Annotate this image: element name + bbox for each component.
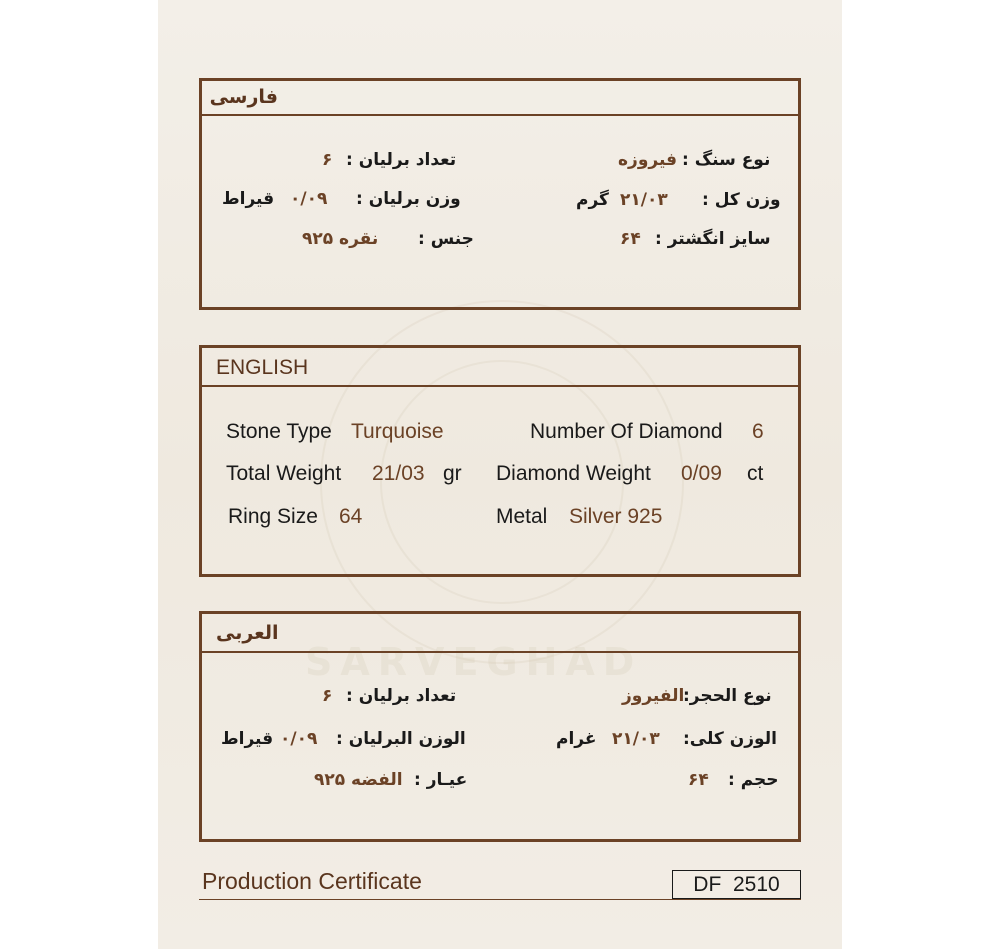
ar-metal-label: عیـار : [414,770,468,790]
ar-stone-type-value: الفیروز [622,686,685,706]
en-total-weight-label: Total Weight [226,462,342,485]
arabic-section-title: العربی [216,622,279,644]
ar-diamond-count-value: ۶ [322,686,333,706]
en-diamond-count-value: 6 [752,420,764,443]
ar-size-label: حجم : [728,770,779,790]
fa-total-weight-value: ۲۱/۰۳ [620,190,668,210]
certificate-code: DF 2510 [672,870,801,899]
en-total-weight-unit: gr [443,462,462,485]
fa-ring-size-value: ۶۴ [620,229,641,249]
fa-diamond-weight-label: وزن برلیان : [356,189,461,209]
english-section [199,345,801,577]
en-diamond-weight-value: 0/09 [681,462,722,485]
fa-metal-label: جنس : [418,229,474,249]
ar-size-value: ۶۴ [688,770,709,790]
en-total-weight-value: 21/03 [372,462,425,485]
en-ring-size-label: Ring Size [228,505,318,528]
watermark-text: SARVEGHAD [305,640,643,684]
english-section-header [202,348,798,387]
fa-stone-type-label: نوع سنگ : [682,150,771,170]
ar-total-weight-value: ۲۱/۰۳ [612,729,660,749]
ar-total-weight-unit: غرام [556,729,597,749]
fa-metal-value: نقره ۹۲۵ [302,229,379,249]
fa-total-weight-unit: گرم [576,190,609,210]
fa-diamond-weight-unit: قیراط [222,189,275,209]
en-diamond-count-label: Number Of Diamond [530,420,723,443]
en-stone-type-value: Turquoise [351,420,444,443]
footer-divider [199,899,801,900]
fa-ring-size-label: سایز انگشتر : [655,229,771,249]
production-certificate-title: Production Certificate [202,868,422,894]
fa-diamond-weight-value: ۰/۰۹ [290,189,328,209]
ar-diamond-count-label: تعداد برلیان : [346,686,457,706]
english-section-title: ENGLISH [216,356,309,379]
persian-section-header [202,81,798,116]
fa-stone-type-value: فیروزه [618,150,678,170]
fa-diamond-count-value: ۶ [322,150,333,170]
ar-diamond-weight-label: الوزن البرلیان : [336,729,466,749]
fa-diamond-count-label: تعداد برلیان : [346,150,457,170]
persian-section-title: فارسی [209,86,278,108]
arabic-section-header [202,614,798,653]
en-metal-label: Metal [496,505,548,528]
en-metal-value: Silver 925 [569,505,663,528]
en-ring-size-value: 64 [339,505,363,528]
ar-diamond-weight-value: ۰/۰۹ [280,729,318,749]
ar-metal-value: الفضه ۹۲۵ [314,770,403,790]
arabic-section [199,611,801,842]
ar-total-weight-label: الوزن کلی: [683,729,777,749]
fa-total-weight-label: وزن کل : [702,190,781,210]
ar-diamond-weight-unit: قیراط [221,729,274,749]
en-stone-type-label: Stone Type [226,420,332,443]
ar-stone-type-label: نوع الحجر: [683,686,772,706]
en-diamond-weight-label: Diamond Weight [496,462,651,485]
en-diamond-weight-unit: ct [747,462,764,485]
